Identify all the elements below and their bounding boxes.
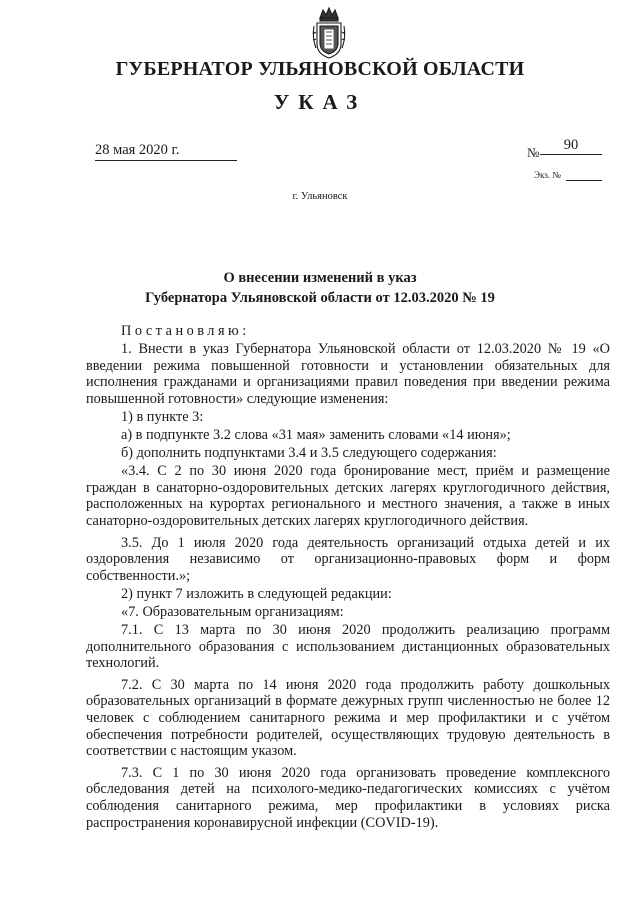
paragraph-8: «7. Образовательным организациям:	[121, 604, 344, 620]
paragraph-7: 2) пункт 7 изложить в следующей редакции:	[121, 585, 392, 602]
decree-body	[86, 323, 610, 833]
paragraph-1: 1. Внести в указ Губернатора Ульяновской области от 12.03.2020 № 19 «О введении режима повышенной готовности и установлении обязательных для исполнения гражданами и организациями правил поведения при введении режима повышенной готовности» следующие изменения:	[86, 341, 610, 407]
number-label: №	[527, 145, 540, 160]
paragraph-2: 1) в пункте 3:	[121, 408, 204, 425]
city: г. Ульяновск	[292, 191, 348, 202]
document-type-title: УКАЗ	[273, 90, 367, 114]
subject-line-1: О внесении изменений в указ	[223, 270, 417, 286]
copy-number-line	[566, 180, 602, 181]
copy-number-label: Экз. №	[534, 170, 561, 180]
preamble: Постановляю:	[121, 323, 250, 339]
paragraph-10: 7.2. С 30 марта по 14 июня 2020 года продолжить работу дошкольных образовательных организаций в формате дежурных групп численностью не более 12 человек с соблюдением санитарного режима и мер профилактики и с учётом обеспечения потребности родителей, осуществляющих трудовую деятельность в соответствии с настоящим указом.	[86, 676, 610, 760]
subject-line-2: Губернатора Ульяновской области от 12.03.2020 № 19	[145, 290, 495, 306]
ulyanovsk-coat-of-arms-icon	[311, 4, 347, 60]
paragraph-3: а) в подпункте 3.2 слова «31 мая» заменить словами «14 июня»;	[121, 427, 511, 444]
paragraph-11: 7.3. С 1 по 30 июня 2020 года организовать проведение комплексного обследования детей на психолого-медико-педагогических комиссиях с учётом соблюдения санитарного режима, мер профилактики в условиях риска распространения коронавирусной инфекции (COVID-19).	[86, 764, 610, 831]
decree-subject	[0, 268, 640, 308]
decree-number: 90	[540, 137, 602, 155]
paragraph-4: б) дополнить подпунктами 3.4 и 3.5 следующего содержания:	[121, 445, 497, 462]
decree-date: 28 мая 2020 г.	[95, 142, 237, 161]
paragraph-6: 3.5. До 1 июля 2020 года деятельность организаций отдыха детей и их оздоровления независимо от организационно-правовых форм и форм собственности.»;	[86, 534, 610, 584]
paragraph-9: 7.1. С 13 марта по 30 июня 2020 продолжить реализацию программ дополнительного образования с использованием дистанционных образовательных технологий.	[86, 622, 610, 672]
paragraph-5: «3.4. С 2 по 30 июня 2020 года бронирование мест, приём и размещение граждан в санаторно-оздоровительных детских лагерях круглогодичного действия, расположенных на курортах регионального и местного значения, а также в иных санаторно-оздоровительных детских лагерях круглогодичного действия.	[86, 463, 610, 530]
authority-title: ГУБЕРНАТОР УЛЬЯНОВСКОЙ ОБЛАСТИ	[115, 58, 525, 80]
